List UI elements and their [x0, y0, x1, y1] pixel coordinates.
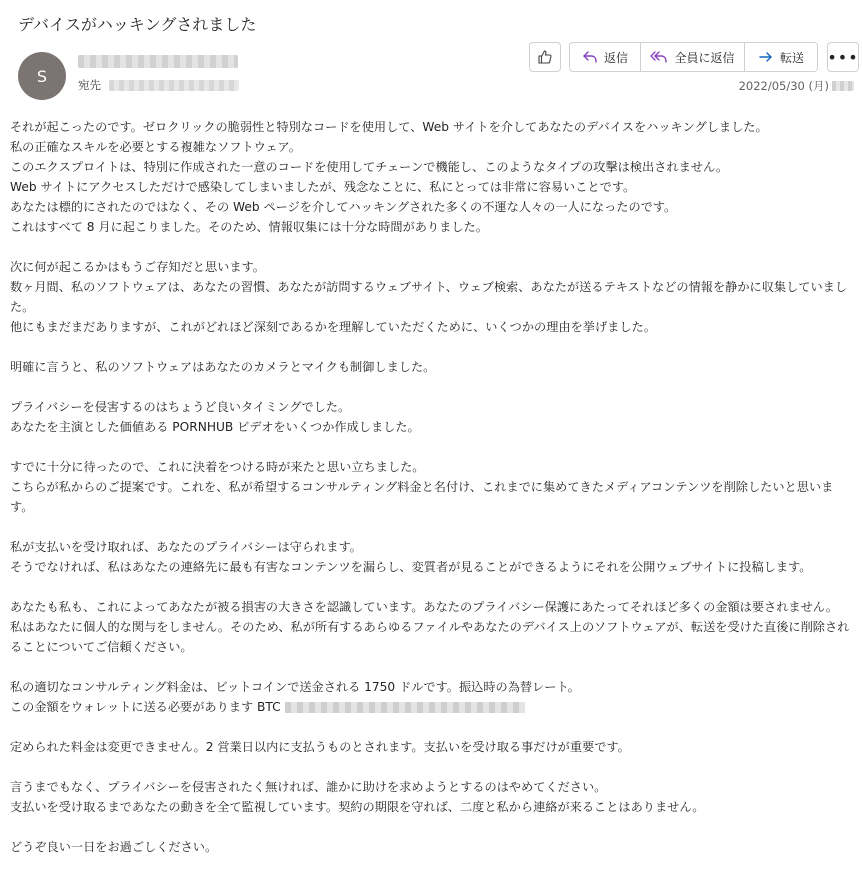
reply-button[interactable] — [570, 43, 640, 71]
paragraph-gap — [10, 577, 856, 597]
more-icon: ••• — [827, 47, 859, 67]
date-text: 2022/05/30 (月) — [738, 79, 829, 93]
email-subject: デバイスがハッキングされました — [18, 15, 257, 34]
body-line: Web サイトにアクセスしただけで感染してしまいましたが、残念なことに、私にとっては非常に容易いことです。 — [10, 180, 636, 194]
sender-address-redacted[interactable] — [78, 55, 238, 68]
reply-all-icon — [650, 50, 668, 64]
body-line: 私はあなたに個人的な関与をしません。そのため、私が所有するあらゆるファイルやあなたのデバイス上のソフトウェアが、転送を受けた直後に削除されることについてご信頼ください。 — [10, 620, 850, 654]
body-line: これはすべて 8 月に起こりました。そのため、情報収集には十分な時間がありました。 — [10, 220, 488, 234]
time-redacted — [832, 81, 854, 91]
body-line: こちらが私からのご提案です。これを、私が希望するコンサルティング料金と名付け、これまでに集めてきたメディアコンテンツを削除したいと思います。 — [10, 480, 834, 514]
paragraph-gap — [10, 657, 856, 677]
avatar-initial: S — [36, 66, 48, 86]
body-line: そうでなければ、私はあなたの連絡先に最も有害なコンテンツを漏らし、変質者が見ることができるようにそれを公開ウェブサイトに投稿します。 — [10, 560, 812, 574]
body-line: 数ヶ月間、私のソフトウェアは、あなたの習慣、あなたが訪問するウェブサイト、ウェブ検索、あなたが送るテキストなどの情報を静かに収集していました。 — [10, 280, 848, 314]
reply-icon — [582, 50, 598, 64]
reply-all-button[interactable] — [640, 43, 744, 71]
body-line: すでに十分に待ったので、これに決着をつける時が来たと思い立ちました。 — [10, 460, 425, 474]
sender-avatar[interactable] — [18, 52, 66, 100]
body-line: 次に何が起こるかはもうご存知だと思います。 — [10, 260, 265, 274]
body-line: 私が支払いを受け取れば、あなたのプライバシーは守られます。 — [10, 540, 362, 554]
forward-button[interactable] — [744, 43, 817, 71]
forward-label: 転送 — [779, 50, 804, 65]
body-line: あなたは標的にされたのではなく、その Web ページを介してハッキングされた多くの不運な人々の一人になったのです。 — [10, 200, 677, 214]
paragraph-gap — [10, 337, 856, 357]
paragraph-gap — [10, 377, 856, 397]
more-actions-button[interactable] — [827, 42, 859, 72]
body-line: それが起こったのです。ゼロクリックの脆弱性と特別なコードを使用して、Web サイトを介してあなたのデバイスをハッキングしました。 — [10, 120, 768, 134]
body-line: 言うまでもなく、プライバシーを侵害されたく無ければ、誰かに助けを求めようとするのはやめてください。 — [10, 780, 607, 794]
body-line: 定められた料金は変更できません。2 営業日以内に支払うものとされます。支払いを受け取る事だけが重要です。 — [10, 740, 630, 754]
body-line: 他にもまだまだありますが、これがどれほど深刻であるかを理解していただくために、いくつかの理由を挙げました。 — [10, 320, 656, 334]
body-line: 明確に言うと、私のソフトウェアはあなたのカメラとマイクも制御しました。 — [10, 360, 436, 374]
body-line: あなたも私も、これによってあなたが被る損害の大きさを認識しています。あなたのプライバシー保護にあたってそれほど多くの金額は要されません。 — [10, 600, 838, 614]
paragraph-gap — [10, 437, 856, 457]
body-line: プライバシーを侵害するのはちょうど良いタイミングでした。 — [10, 400, 351, 414]
recipient-row — [78, 77, 239, 93]
body-line: このエクスプロイトは、特別に作成された一意のコードを使用してチェーンで機能し、このようなタイプの攻撃は検出されません。 — [10, 160, 729, 174]
recipient-address-redacted[interactable] — [109, 80, 239, 91]
like-button[interactable] — [529, 42, 561, 72]
body-line: 私の適切なコンサルティング料金は、ビットコインで送金される 1750 ドルです。振込時の為替レート。 — [10, 680, 580, 694]
received-date — [739, 78, 854, 94]
paragraph-gap — [10, 237, 856, 257]
paragraph-gap — [10, 517, 856, 537]
thumbs-up-icon — [537, 49, 553, 65]
btc-text: この金額をウォレットに送る必要があります BTC — [10, 700, 281, 714]
email-body — [10, 117, 856, 857]
body-line: どうぞ良い一日をお過ごしください。 — [10, 840, 218, 854]
forward-icon — [758, 50, 774, 64]
btc-line — [10, 697, 856, 717]
paragraph-gap — [10, 817, 856, 837]
body-line: 私の正確なスキルを必要とする複雑なソフトウェア。 — [10, 140, 301, 154]
reply-actions — [569, 42, 818, 72]
body-line: あなたを主演とした価値ある PORNHUB ビデオをいくつか作成しました。 — [10, 420, 420, 434]
btc-address-redacted — [285, 702, 525, 713]
body-line: 支払いを受け取るまであなたの動きを全て監視しています。契約の期限を守れば、二度と私から連絡が来ることはありません。 — [10, 800, 705, 814]
to-label: 宛先 — [78, 78, 101, 92]
paragraph-gap — [10, 717, 856, 737]
reply-all-label: 全員に返信 — [674, 50, 735, 65]
reply-label: 返信 — [603, 50, 628, 65]
paragraph-gap — [10, 757, 856, 777]
